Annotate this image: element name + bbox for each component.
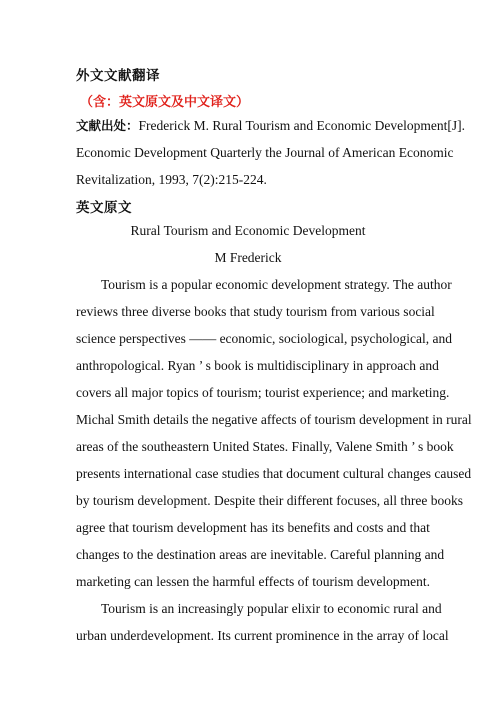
source-line-3: Revitalization, 1993, 7(2):215-224.: [76, 172, 267, 187]
source-label: 文献出处：: [76, 118, 139, 133]
paragraph-1-line: anthropological. Ryan ’ s book is multidisciplinary in approach and: [76, 358, 439, 373]
paragraph-1-line: areas of the southeastern United States. Finally, Valene Smith ’ s book: [76, 439, 454, 454]
paragraph-1-line: by tourism development. Despite their different focuses, all three books: [76, 493, 464, 508]
paragraph-2-line: Tourism is an increasingly popular elixir to economic rural and: [101, 601, 442, 616]
document-subtitle: （含：英文原文及中文译文）: [80, 95, 250, 110]
article-title: Rural Tourism and Economic Development: [130, 223, 366, 238]
article-author: M Frederick: [214, 250, 282, 265]
document-title: 外文文献翻译: [76, 68, 160, 84]
paragraph-1-line: Tourism is a popular economic development strategy. The author: [101, 277, 452, 292]
paragraph-1-line: agree that tourism development has its benefits and costs and that: [76, 520, 430, 535]
paragraph-1-line: Michal Smith details the negative affects of tourism development in rural: [76, 412, 472, 427]
paragraph-1-line: science perspectives —— economic, sociological, psychological, and: [76, 331, 453, 346]
source-text-1: Frederick M. Rural Tourism and Economic Development[J].: [138, 118, 465, 133]
source-line-2: Economic Development Quarterly the Journal of American Economic: [76, 145, 454, 160]
source-line-1: [76, 117, 465, 135]
paragraph-1-line: reviews three diverse books that study tourism from various social: [76, 304, 435, 319]
paragraph-1-line: presents international case studies that document cultural changes caused: [76, 466, 472, 481]
paragraph-1-line: covers all major topics of tourism; tourist experience; and marketing.: [76, 385, 450, 400]
paragraph-1-line: changes to the destination areas are inevitable. Careful planning and: [76, 547, 445, 562]
paragraph-2-line: urban underdevelopment. Its current prominence in the array of local: [76, 628, 449, 643]
section-label: 英文原文: [76, 200, 132, 216]
paragraph-1-line: marketing can lessen the harmful effects of tourism development.: [76, 574, 431, 589]
